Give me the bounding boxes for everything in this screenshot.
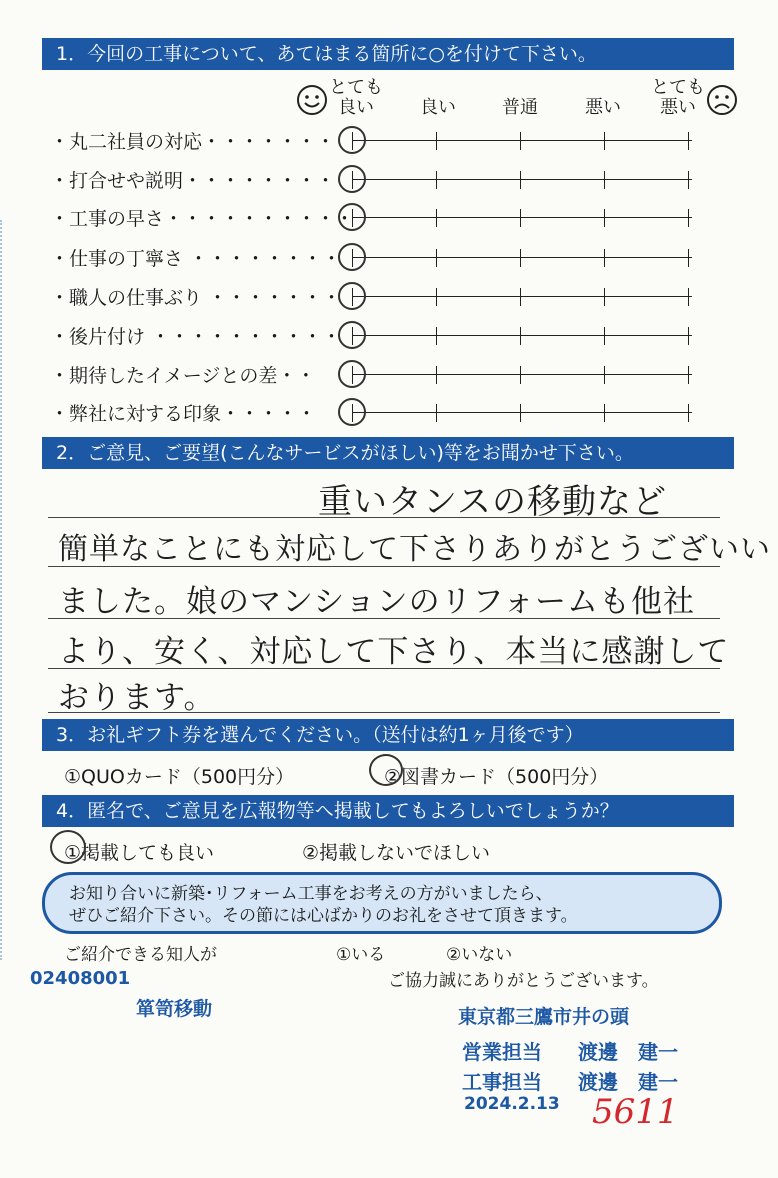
rating-tick[interactable]: [520, 209, 521, 227]
rating-tick[interactable]: [688, 249, 689, 267]
scale-very-bad: とても 悪い: [651, 77, 705, 118]
selected-rating-circle: [338, 203, 366, 231]
rating-tick[interactable]: [520, 171, 521, 189]
selected-rating-circle: [338, 321, 366, 349]
rating-tick[interactable]: [436, 404, 437, 422]
rating-tick[interactable]: [436, 171, 437, 189]
sales-label: 営業担当: [462, 1040, 542, 1064]
rating-item-label: ・職人の仕事ぶり ・・・・・・・: [50, 287, 342, 309]
rating-tick[interactable]: [688, 327, 689, 345]
section2-header: 2．ご意見、ご要望(こんなサービスがほしい)等をお聞かせ下さい。: [42, 437, 734, 469]
selected-rating-circle: [338, 126, 366, 154]
selection-circle: [369, 754, 403, 786]
rating-tick[interactable]: [688, 209, 689, 227]
comment-line-5: おります。: [58, 680, 216, 716]
rating-scale-line: [352, 217, 692, 218]
rating-item-label: ・丸二社員の対応・・・・・・・: [50, 131, 336, 153]
rating-tick[interactable]: [688, 171, 689, 189]
page-edge-mark: [0, 220, 10, 960]
rating-item-label: ・期待したイメージとの差・・: [50, 365, 316, 387]
selected-rating-circle: [338, 165, 366, 193]
section4-header: 4．匿名で、ご意見を広報物等へ掲載してもよろしいでしょうか？: [42, 795, 734, 827]
rating-tick[interactable]: [520, 366, 521, 384]
customer-code: 02408001: [30, 968, 131, 989]
rating-tick[interactable]: [604, 366, 605, 384]
rating-scale-line: [352, 257, 692, 258]
notice-line-2: ぜひご紹介下さい。その節には心ばかりのお礼をさせて頂きます。: [69, 906, 578, 926]
publish-option-yes[interactable]: ①掲載しても良い: [64, 842, 215, 864]
comment-line-2: 簡単なことにも対応して下さりありがとうございい: [58, 532, 771, 567]
gift-option-book[interactable]: ②図書カード（500円分）: [384, 766, 609, 788]
rating-tick[interactable]: [688, 288, 689, 306]
rating-tick[interactable]: [688, 366, 689, 384]
rating-item-label: ・工事の早さ・・・・・・・・・・: [50, 208, 355, 230]
smile-face-icon: [296, 84, 328, 116]
rating-tick[interactable]: [688, 132, 689, 150]
company-address: 東京都三鷹市井の頭: [458, 1006, 630, 1028]
scale-good: 良い: [420, 97, 456, 118]
thanks-text: ご協力誠にありがとうございます。: [388, 971, 659, 991]
scale-bad: 悪い: [585, 97, 621, 118]
rating-scale-line: [352, 412, 692, 413]
section1-header: 1．今回の工事について、あてはまる箇所に○を付けて下さい。: [42, 38, 734, 70]
selected-rating-circle: [338, 282, 366, 310]
rating-tick[interactable]: [604, 249, 605, 267]
selected-rating-circle: [338, 398, 366, 426]
rating-scale-line: [352, 179, 692, 180]
selected-rating-circle: [338, 243, 366, 271]
referral-label: ご紹介できる知人が: [64, 945, 217, 965]
comment-line-3: ました。娘のマンションのリフォームも他社: [58, 584, 696, 620]
rating-tick[interactable]: [436, 249, 437, 267]
rating-tick[interactable]: [520, 327, 521, 345]
section3-header: 3．お礼ギフト券を選んでください。（送付は約1ヶ月後です）: [42, 719, 734, 751]
publish-option-no[interactable]: ②掲載しないでほしい: [302, 842, 491, 864]
rating-tick[interactable]: [604, 132, 605, 150]
referral-option-yes[interactable]: ①いる: [336, 945, 386, 965]
rating-tick[interactable]: [436, 366, 437, 384]
rating-item-label: ・後片付け ・・・・・・・・・・: [50, 326, 342, 348]
rating-tick[interactable]: [436, 209, 437, 227]
rating-tick[interactable]: [520, 404, 521, 422]
comment-line-1: 重いタンスの移動など: [318, 482, 667, 522]
referral-notice: [42, 872, 722, 934]
gift-option-quo[interactable]: ①QUOカード（500円分）: [64, 766, 295, 788]
job-title: 箪笥移動: [136, 998, 213, 1020]
scale-very-good: とても 良い: [329, 77, 383, 118]
rating-tick[interactable]: [688, 404, 689, 422]
rating-scale-line: [352, 335, 692, 336]
rating-tick[interactable]: [520, 288, 521, 306]
referral-option-no[interactable]: ②いない: [446, 945, 513, 965]
notice-line-1: お知り合いに新築･リフォーム工事をお考えの方がいましたら、: [69, 884, 553, 904]
red-handwritten-number: 5611: [592, 1092, 679, 1132]
rating-tick[interactable]: [520, 249, 521, 267]
survey-date: 2024.2.13: [464, 1094, 560, 1114]
rating-tick[interactable]: [520, 132, 521, 150]
rating-tick[interactable]: [436, 132, 437, 150]
rating-tick[interactable]: [604, 327, 605, 345]
rating-tick[interactable]: [604, 209, 605, 227]
selected-rating-circle: [338, 360, 366, 388]
rating-item-label: ・弊社に対する印象・・・・・: [50, 403, 317, 425]
rating-scale-line: [352, 374, 692, 375]
rating-scale-line: [352, 296, 692, 297]
rating-item-label: ・打合せや説明・・・・・・・・: [50, 170, 336, 192]
rating-tick[interactable]: [604, 171, 605, 189]
rating-tick[interactable]: [604, 404, 605, 422]
construction-label: 工事担当: [462, 1070, 542, 1094]
scale-normal: 普通: [502, 97, 538, 118]
construction-name: 渡邊 建一: [578, 1070, 678, 1094]
selection-circle: [50, 830, 86, 864]
comment-line-4: より、安く、対応して下さり、本当に感謝して: [58, 634, 730, 670]
sales-name: 渡邊 建一: [578, 1040, 678, 1064]
sad-face-icon: [706, 84, 738, 116]
rating-tick[interactable]: [604, 288, 605, 306]
rating-scale-line: [352, 140, 692, 141]
rating-tick[interactable]: [436, 327, 437, 345]
rating-item-label: ・仕事の丁寧さ ・・・・・・・・: [50, 248, 342, 270]
rating-tick[interactable]: [436, 288, 437, 306]
